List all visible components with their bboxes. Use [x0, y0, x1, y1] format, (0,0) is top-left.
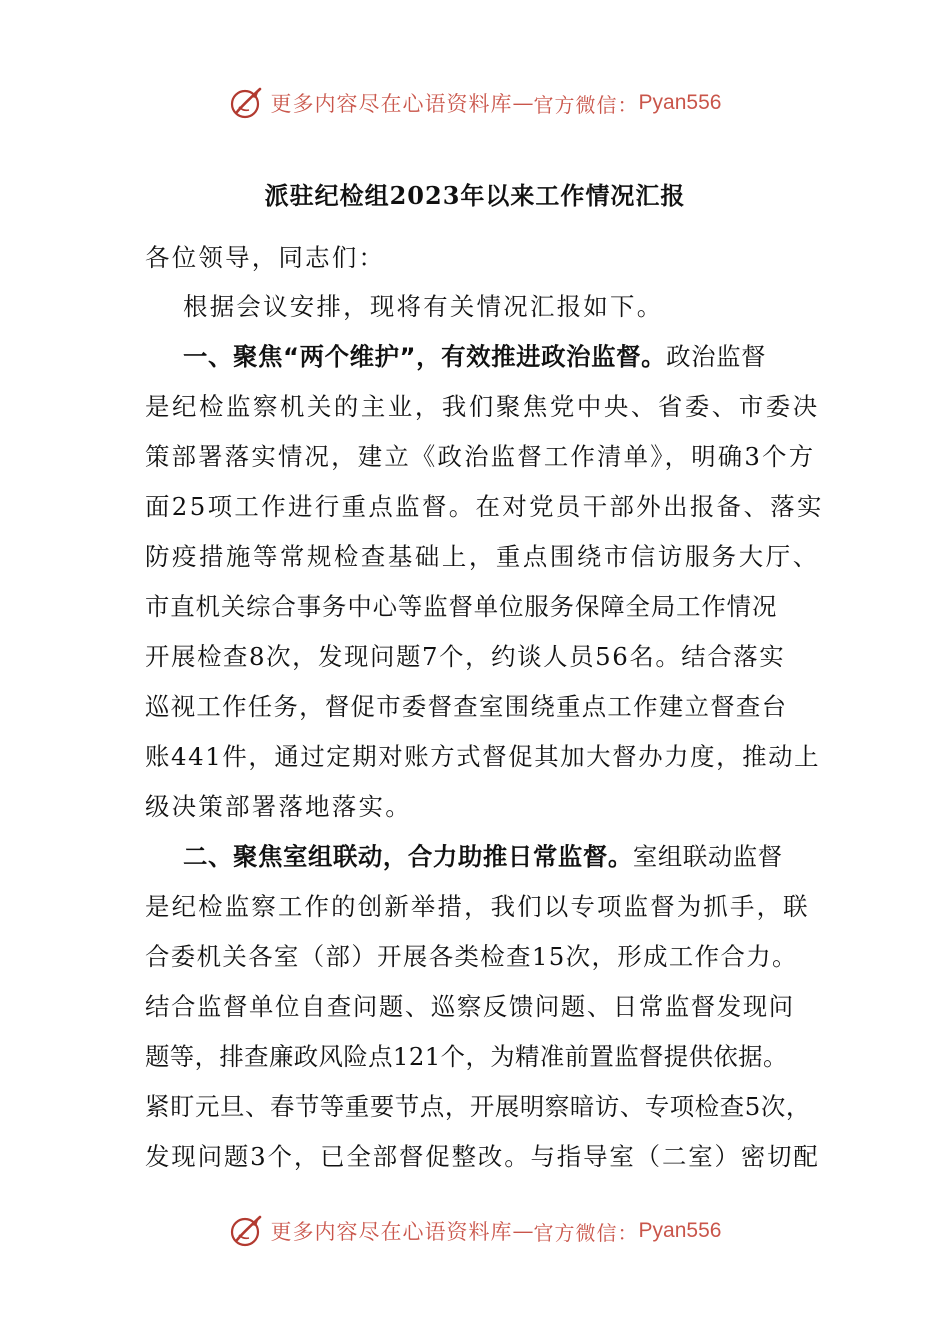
body-line [145, 389, 845, 425]
body-line [183, 289, 883, 325]
document-title: 派驻纪检组2023年以来工作情况汇报 [264, 181, 686, 210]
section-heading: 二、聚焦室组联动，合力助推日常监督。 [183, 842, 633, 871]
body-line [145, 789, 845, 825]
pen-logo-icon [229, 1213, 265, 1249]
line-text: 合委机关各室（部）开展各类检查15次，形成工作合力。 [145, 942, 798, 971]
line-text: 是纪检监察机关的主业，我们聚焦党中央、省委、市委决 [145, 392, 820, 421]
body-line [145, 439, 845, 475]
banner-wechat-label: 官方微信： [533, 92, 639, 117]
pen-logo-icon [229, 85, 265, 121]
section-heading: 一、聚焦“两个维护”，有效推进政治监督。 [183, 342, 667, 371]
line-text: 巡视工作任务，督促市委督查室围绕重点工作建立督查台 [145, 692, 788, 721]
body-line [145, 989, 845, 1025]
line-text: 市直机关综合事务中心等监督单位服务保障全局工作情况 [145, 592, 778, 621]
body-line [145, 739, 845, 775]
line-text: 题等，排查廉政风险点121个，为精准前置监督提供依据。 [145, 1042, 788, 1071]
line-text: 室组联动监督 [632, 842, 783, 871]
section-heading-line [183, 339, 845, 375]
line-text: 策部署落实情况，建立《政治监督工作清单》，明确3个方 [145, 442, 816, 471]
banner-text: 更多内容尽在心语资料库 [270, 92, 513, 116]
body-line [145, 489, 845, 525]
banner-separator: — [512, 1219, 534, 1243]
header-banner[interactable] [0, 81, 950, 125]
line-text: 各位领导，同志们： [145, 243, 386, 272]
line-text: 账441件，通过定期对账方式督促其加大督办力度，推动上 [145, 742, 821, 771]
line-text: 级决策部署落地落实。 [145, 792, 412, 821]
body-line [145, 889, 845, 925]
body-line [145, 1089, 845, 1125]
line-text: 防疫措施等常规检查基础上，重点围绕市信访服务大厅、 [145, 542, 820, 571]
line-text: 开展检查8次，发现问题7个，约谈人员56名。结合落实 [145, 642, 786, 671]
banner-wechat-id: Pyan556 [638, 91, 722, 114]
body-line [145, 589, 845, 625]
banner-wechat-label: 官方微信： [533, 1220, 639, 1245]
body-line [145, 939, 845, 975]
body-line [145, 539, 845, 575]
body-line [145, 639, 845, 675]
banner-text: 更多内容尽在心语资料库 [270, 1220, 513, 1244]
line-text: 面25项工作进行重点监督。在对党员干部外出报备、落实 [145, 492, 824, 521]
line-text: 根据会议安排，现将有关情况汇报如下。 [183, 292, 664, 321]
line-text: 政治监督 [666, 342, 767, 371]
section-heading-line [183, 839, 845, 875]
banner-separator: — [512, 91, 534, 115]
footer-banner[interactable] [0, 1209, 950, 1253]
body-line [145, 689, 845, 725]
body-line [145, 240, 845, 276]
line-text: 紧盯元旦、春节等重要节点，开展明察暗访、专项检查5次， [145, 1092, 811, 1121]
banner-wechat-id: Pyan556 [638, 1219, 722, 1242]
line-text: 是纪检监察工作的创新举措，我们以专项监督为抓手，联 [145, 892, 810, 921]
line-text: 结合监督单位自查问题、巡察反馈问题、日常监督发现问 [145, 992, 795, 1021]
body-line [145, 1139, 845, 1175]
body-line [145, 1039, 845, 1075]
line-text: 发现问题3个，已全部督促整改。与指导室（二室）密切配 [145, 1142, 820, 1171]
